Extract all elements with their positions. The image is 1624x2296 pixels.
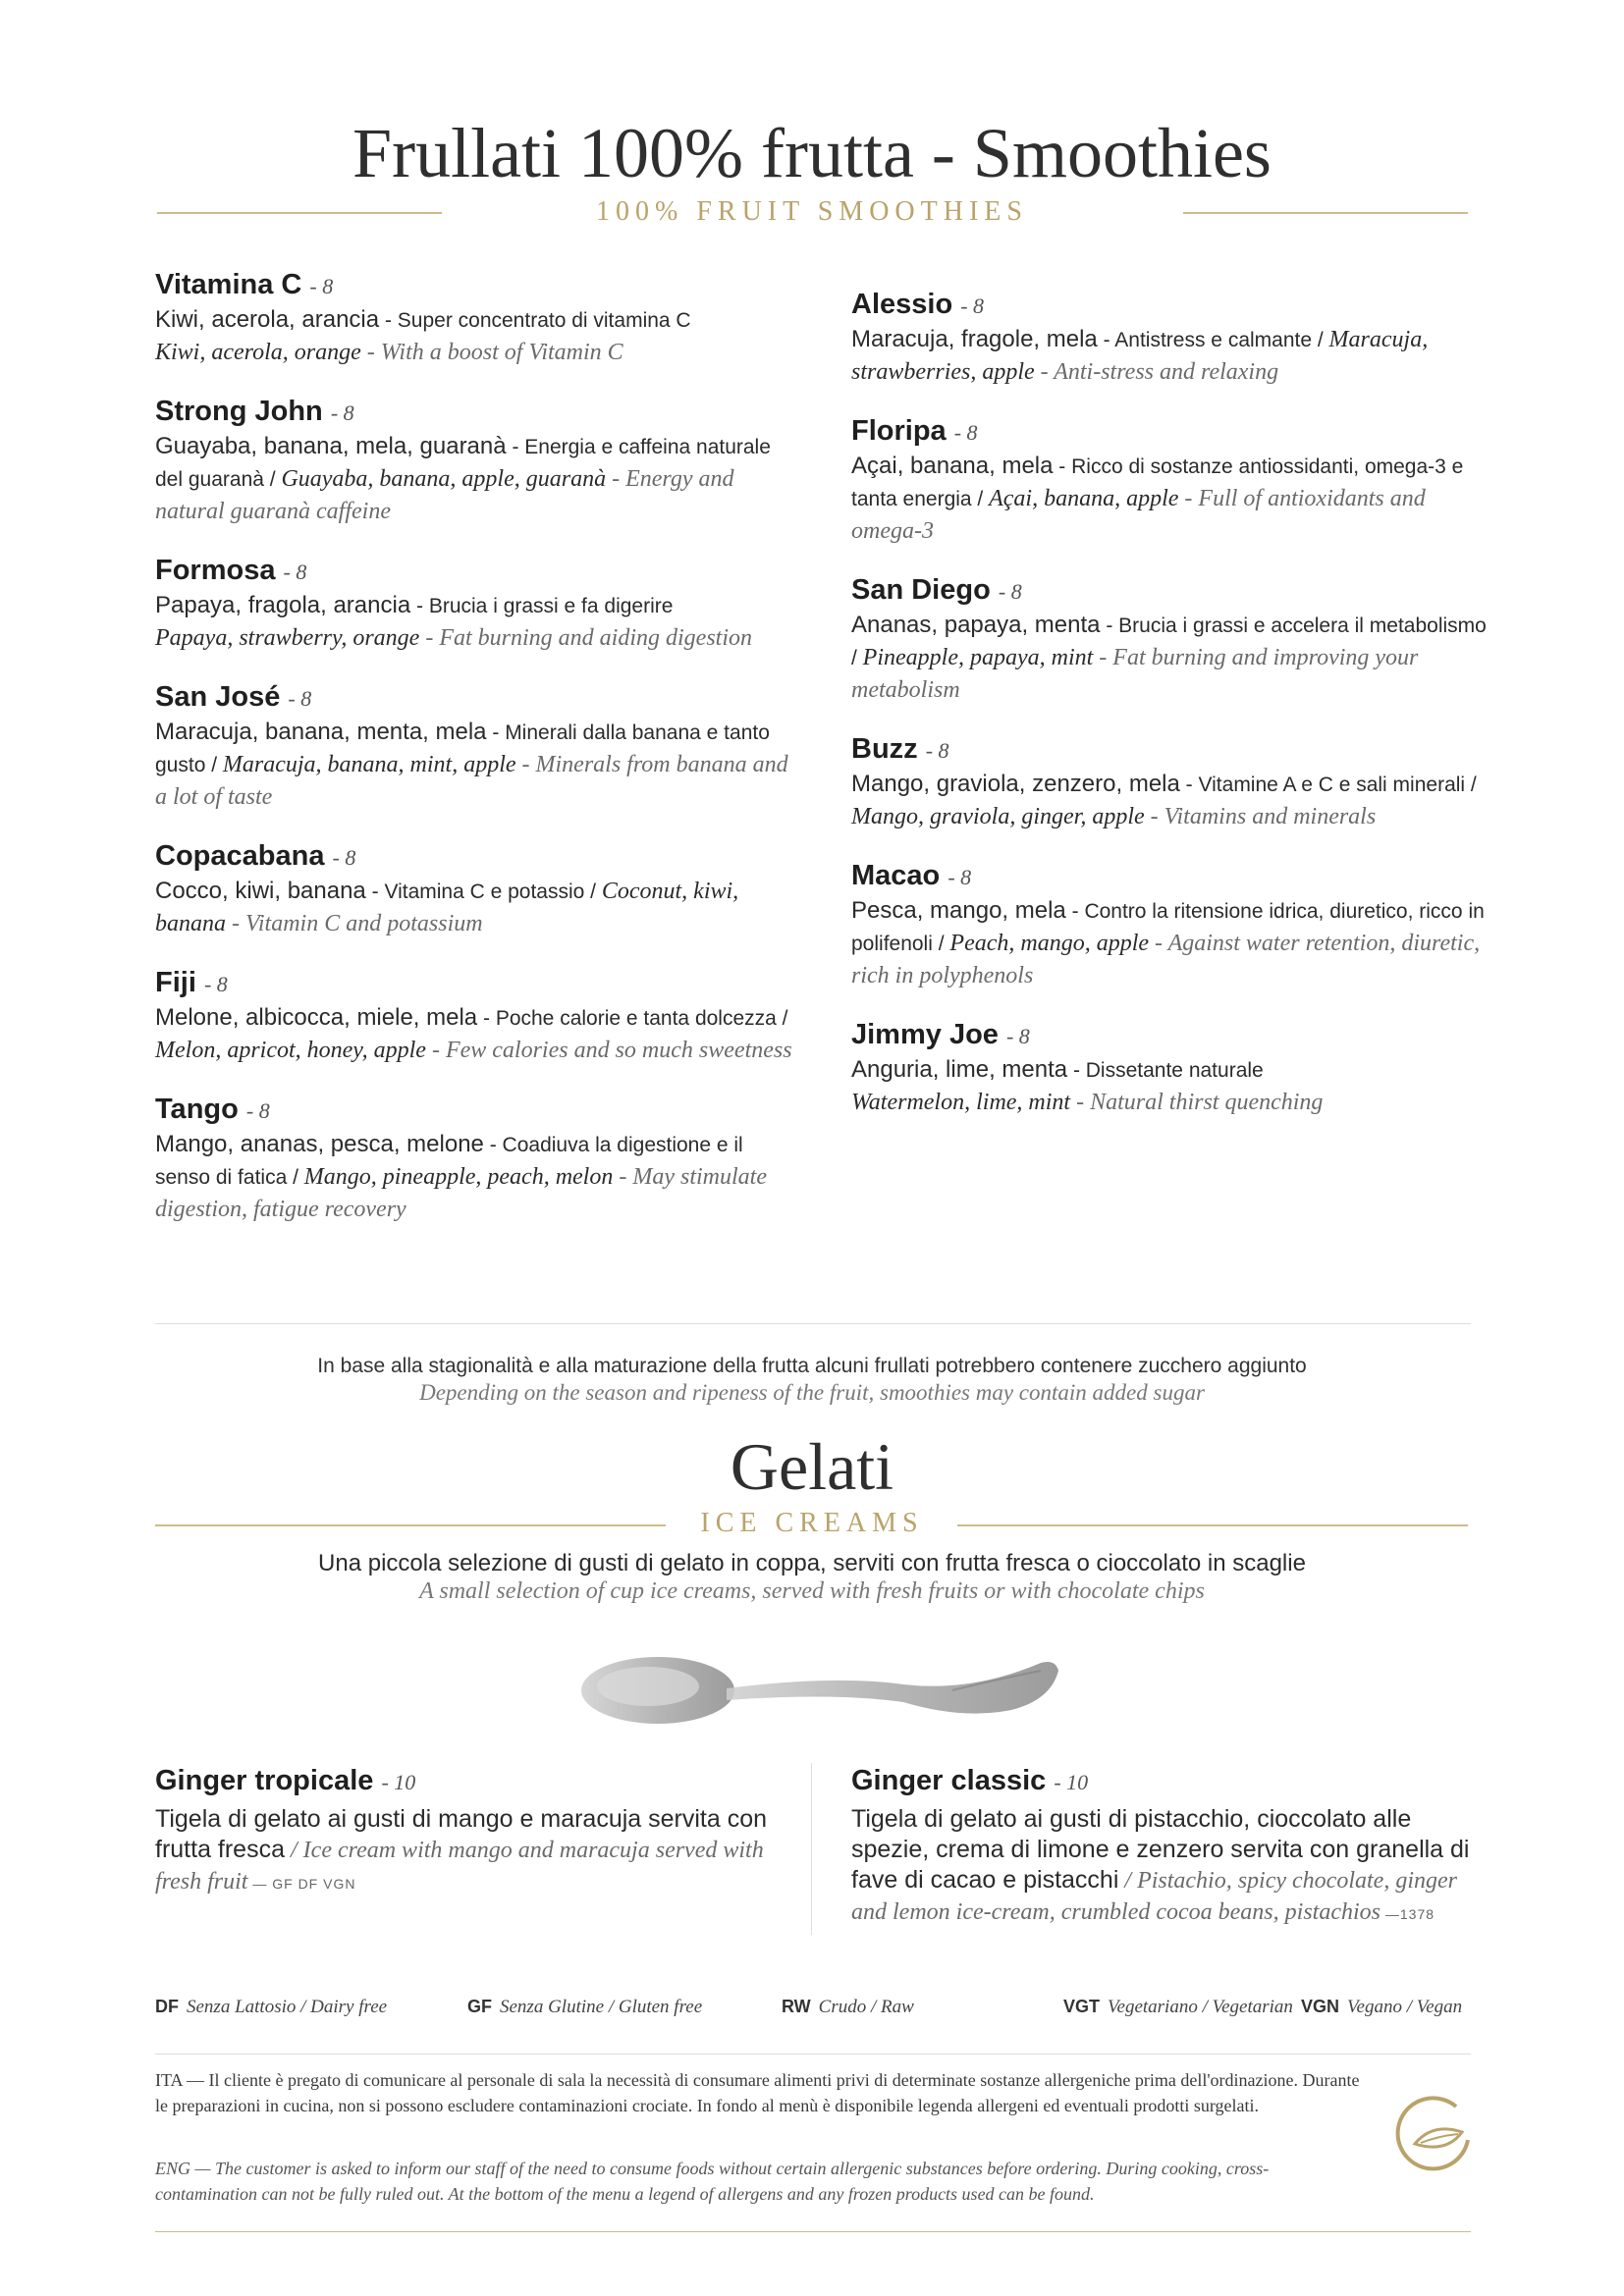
menu-item (851, 731, 1489, 832)
menu-item (155, 553, 793, 654)
bottom-rule (155, 2231, 1471, 2232)
ingredients-it: Mango, ananas, pesca, melone (155, 1131, 484, 1157)
item-price: - 8 (203, 972, 228, 996)
item-name: Buzz (851, 733, 918, 765)
ingredients-it: Ananas, papaya, menta (851, 612, 1101, 638)
ingredients-it: Melone, albicocca, miele, mela (155, 1004, 478, 1031)
legend-text: Senza Lattosio / Dairy free (187, 1997, 388, 2017)
note-it: - Contro la ritensione idrica, diuretico, ricco in polifenoli / (851, 900, 1485, 955)
legend-code: VGT (1063, 1997, 1101, 2016)
item-header (851, 1017, 1489, 1054)
item-description (851, 324, 1489, 388)
item-description (155, 876, 793, 939)
item-price: - 8 (309, 274, 334, 298)
note-en: - May stimulate digestion, fatigue recovery (155, 1164, 767, 1222)
ingredients-en: Kiwi, acerola, orange (155, 340, 361, 365)
ingredients-it: Anguria, lime, menta (851, 1056, 1068, 1083)
menu-item (155, 1092, 793, 1225)
smoothies-title: Frullati 100% frutta - Smoothies (352, 114, 1272, 192)
item-header (155, 267, 793, 304)
note-en: - Fat burning and aiding digestion (419, 625, 752, 651)
menu-item (155, 679, 793, 813)
menu-item (155, 267, 793, 368)
item-name: San Diego (851, 574, 991, 606)
item-name: Fiji (155, 967, 196, 998)
ingredients-en: Guayaba, banana, apple, guaranà (281, 466, 607, 492)
note-en: - Energy and natural guaranà caffeine (155, 466, 734, 524)
note-en: - Fat burning and improving your metabolism (851, 645, 1419, 703)
item-header (851, 858, 1489, 895)
note-it: - Vitamine A e C e sali minerali / (1179, 774, 1477, 796)
item-description (155, 1129, 793, 1225)
ingredients-en: Açai, banana, apple (989, 486, 1179, 511)
ingredients-en: Maracuja, banana, mint, apple (222, 752, 516, 777)
sugar-note-en: Depending on the season and ripeness of the fruit, smoothies may contain added sugar (419, 1380, 1205, 1405)
ingredients-it: Açai, banana, mela (851, 453, 1054, 479)
legend-item (1063, 1997, 1293, 2018)
item-description (851, 895, 1489, 991)
item-description (851, 1054, 1489, 1118)
item-name: Jimmy Joe (851, 1019, 999, 1050)
item-price: - 8 (330, 400, 354, 425)
spoon-icon (579, 1641, 1060, 1749)
item-header (155, 965, 793, 1002)
gelato-desc-it: Tigela di gelato ai gusti di pistacchio, cioccolato alle spezie, crema di limone e zenzero servita con granella di fave di cacao e pistacchi (851, 1805, 1470, 1894)
gelato-column-divider (811, 1763, 812, 1935)
legend-code: GF (467, 1997, 492, 2016)
ingredients-en: Papaya, strawberry, orange (155, 625, 420, 651)
disclaimer-divider (155, 2054, 1471, 2055)
item-header (155, 553, 793, 590)
gelato-name: Ginger classic (851, 1765, 1047, 1796)
item-price: - 8 (960, 294, 985, 318)
item-header (851, 731, 1489, 769)
item-header (155, 1092, 793, 1129)
ingredients-it: Maracuja, banana, menta, mela (155, 719, 487, 745)
gelato-desc-it: Tigela di gelato ai gusti di mango e maracuja servita con frutta fresca (155, 1805, 768, 1863)
legend-text: Vegano / Vegan (1347, 1997, 1463, 2017)
legend-code: DF (155, 1997, 179, 2016)
gelato-header (851, 1763, 1480, 1800)
item-name: Copacabana (155, 840, 325, 872)
legend-text: Crudo / Raw (818, 1997, 914, 2017)
item-name: Alessio (851, 289, 953, 320)
legend-item (467, 1997, 702, 2018)
legend-text: Senza Glutine / Gluten free (500, 1997, 703, 2017)
menu-item (155, 965, 793, 1066)
ingredients-it: Guayaba, banana, mela, guaranà (155, 433, 507, 459)
note-en: - With a boost of Vitamin C (360, 340, 623, 365)
allergen-legend (155, 1997, 1471, 2026)
sugar-note-it: In base alla stagionalità e alla maturazione della frutta alcuni frullati potrebbero contenere zucchero aggiunto (317, 1355, 1307, 1377)
item-price: - 8 (925, 738, 949, 763)
gelati-subtitle: ICE CREAMS (700, 1508, 924, 1538)
note-it: - Ricco di sostanze antiossidanti, omega-3 e tanta energia / (851, 455, 1464, 510)
note-en: - Few calories and so much sweetness (425, 1038, 792, 1063)
legend-code: RW (782, 1997, 811, 2016)
menu-item (851, 287, 1489, 388)
note-en: - Anti-stress and relaxing (1034, 359, 1279, 385)
item-header (155, 394, 793, 431)
ingredients-en: Melon, apricot, honey, apple (155, 1038, 426, 1063)
note-it: - Coadiuva la digestione e il senso di fatica / (155, 1134, 743, 1189)
item-name: Macao (851, 860, 941, 891)
item-price: - 8 (245, 1098, 270, 1123)
note-en: - Against water retention, diuretic, rich in polyphenols (851, 931, 1481, 988)
item-name: San José (155, 681, 281, 713)
gelato-description (851, 1804, 1480, 1930)
ingredients-en: Pineapple, papaya, mint (862, 645, 1094, 670)
ingredients-en: Mango, pineapple, peach, melon (303, 1164, 614, 1190)
section-divider (155, 1323, 1471, 1324)
ingredients-en: Maracuja, strawberries, apple (851, 327, 1429, 385)
smoothies-left-column (155, 267, 793, 1251)
item-header (155, 679, 793, 717)
item-price: - 8 (947, 865, 972, 889)
ingredients-it: Papaya, fragola, arancia (155, 592, 411, 618)
ginger-leaf-logo-icon (1387, 2089, 1478, 2179)
gelati-intro-en: A small selection of cup ice creams, served with fresh fruits or with chocolate chips (419, 1578, 1205, 1604)
item-description (155, 590, 793, 654)
gelati-title: Gelati (730, 1429, 894, 1504)
item-header (851, 572, 1489, 610)
gelato-left-column (155, 1763, 784, 1899)
legend-code: VGN (1301, 1997, 1340, 2016)
note-en: - Vitamin C and potassium (226, 911, 483, 936)
gelato-separator: / (1118, 1868, 1138, 1894)
gelato-right-column (851, 1763, 1480, 1930)
disclaimer-eng: ENG — The customer is asked to inform our staff of the need to consume foods without certain allergenic substances before ordering. During cooking, cross-contamination can not be fully ruled out. At the bottom of the menu a legend of allergens and any frozen products used can be found. (155, 2159, 1270, 2204)
smoothies-subtitle: 100% FRUIT SMOOTHIES (596, 196, 1028, 227)
item-description (851, 451, 1489, 547)
menu-item (851, 572, 1489, 706)
menu-item (851, 1017, 1489, 1118)
note-it: - Dissetante naturale (1067, 1059, 1264, 1082)
gelato-tags: — GF DF VGN (247, 1876, 356, 1892)
note-en: - Natural thirst quenching (1070, 1090, 1324, 1115)
note-it: - Brucia i grassi e fa digerire (410, 595, 674, 617)
note-en: - Full of antioxidants and omega-3 (851, 486, 1426, 544)
item-price: - 8 (1005, 1024, 1030, 1048)
ingredients-it: Kiwi, acerola, arancia (155, 306, 380, 333)
item-description (851, 769, 1489, 832)
gelato-name: Ginger tropicale (155, 1765, 374, 1796)
gelato-description (155, 1804, 784, 1899)
note-it: - Brucia i grassi e accelera il metabolismo / (851, 614, 1487, 669)
item-description (851, 610, 1489, 706)
legend-item (1301, 1997, 1462, 2018)
menu-item (851, 858, 1489, 991)
item-price: - 8 (288, 686, 312, 711)
legend-item (155, 1997, 387, 2018)
note-it: - Minerali dalla banana e tanto gusto / (155, 721, 770, 776)
ingredients-it: Cocco, kiwi, banana (155, 878, 366, 904)
item-header (155, 838, 793, 876)
note-it: - Poche calorie e tanta dolcezza / (477, 1007, 788, 1030)
item-name: Vitamina C (155, 269, 302, 300)
item-price: - 8 (953, 420, 978, 445)
gelati-intro-it: Una piccola selezione di gusti di gelato in coppa, serviti con frutta fresca o cioccolato in scaglie (318, 1550, 1306, 1576)
item-name: Tango (155, 1094, 239, 1125)
ingredients-en: Watermelon, lime, mint (851, 1090, 1071, 1115)
ingredients-it: Pesca, mango, mela (851, 897, 1066, 924)
item-header (851, 413, 1489, 451)
smoothies-right-column (851, 287, 1489, 1144)
item-price: - 8 (283, 560, 307, 584)
gelato-desc-en: Pistachio, spicy chocolate, ginger and lemon ice-cream, crumbled cocoa beans, pistachios (851, 1868, 1457, 1925)
ingredients-it: Mango, graviola, zenzero, mela (851, 771, 1180, 797)
item-description (155, 431, 793, 527)
menu-item (155, 394, 793, 527)
item-name: Formosa (155, 555, 276, 586)
item-header (851, 287, 1489, 324)
ingredients-it: Maracuja, fragole, mela (851, 326, 1098, 352)
disclaimer-ita: ITA — Il cliente è pregato di comunicare al personale di sala la necessità di consumare alimenti privi di determinate sostanze allergeniche prima dell'ordinazione. Durante le preparazioni in cucina, non si possono escludere contaminazioni crociate. In fondo al menù è disponibile legenda allergeni ed eventuali prodotti surgelati. (155, 2070, 1360, 2115)
item-description (155, 1002, 793, 1066)
gelato-header (155, 1763, 784, 1800)
item-description (155, 304, 793, 368)
menu-item (155, 838, 793, 939)
ingredients-en: Coconut, kiwi, banana (155, 879, 739, 936)
item-price: - 8 (332, 845, 356, 870)
menu-item (851, 413, 1489, 547)
note-it: - Antistress e calmante / (1097, 329, 1329, 351)
note-it: - Energia e caffeina naturale del guaranà / (155, 436, 771, 491)
item-description (155, 717, 793, 813)
ingredients-en: Mango, graviola, ginger, apple (851, 804, 1145, 829)
note-it: - Super concentrato di vitamina C (379, 309, 691, 332)
legend-text: Vegetariano / Vegetarian (1108, 1997, 1293, 2017)
gelato-tags: —1378 (1380, 1906, 1435, 1922)
item-price: - 8 (998, 579, 1022, 604)
gelato-desc-en: Ice cream with mango and maracuja served with fresh fruit (155, 1838, 764, 1895)
gelato-separator: / (285, 1838, 303, 1863)
note-it: - Vitamina C e potassio / (365, 881, 602, 903)
gelato-price: - 10 (1054, 1770, 1089, 1794)
legend-item (782, 1997, 914, 2018)
item-name: Floripa (851, 415, 947, 447)
ingredients-en: Peach, mango, apple (949, 931, 1150, 956)
note-en: - Vitamins and minerals (1144, 804, 1377, 829)
note-en: - Minerals from banana and a lot of taste (155, 752, 788, 810)
gelato-price: - 10 (381, 1770, 416, 1794)
item-name: Strong John (155, 396, 323, 427)
